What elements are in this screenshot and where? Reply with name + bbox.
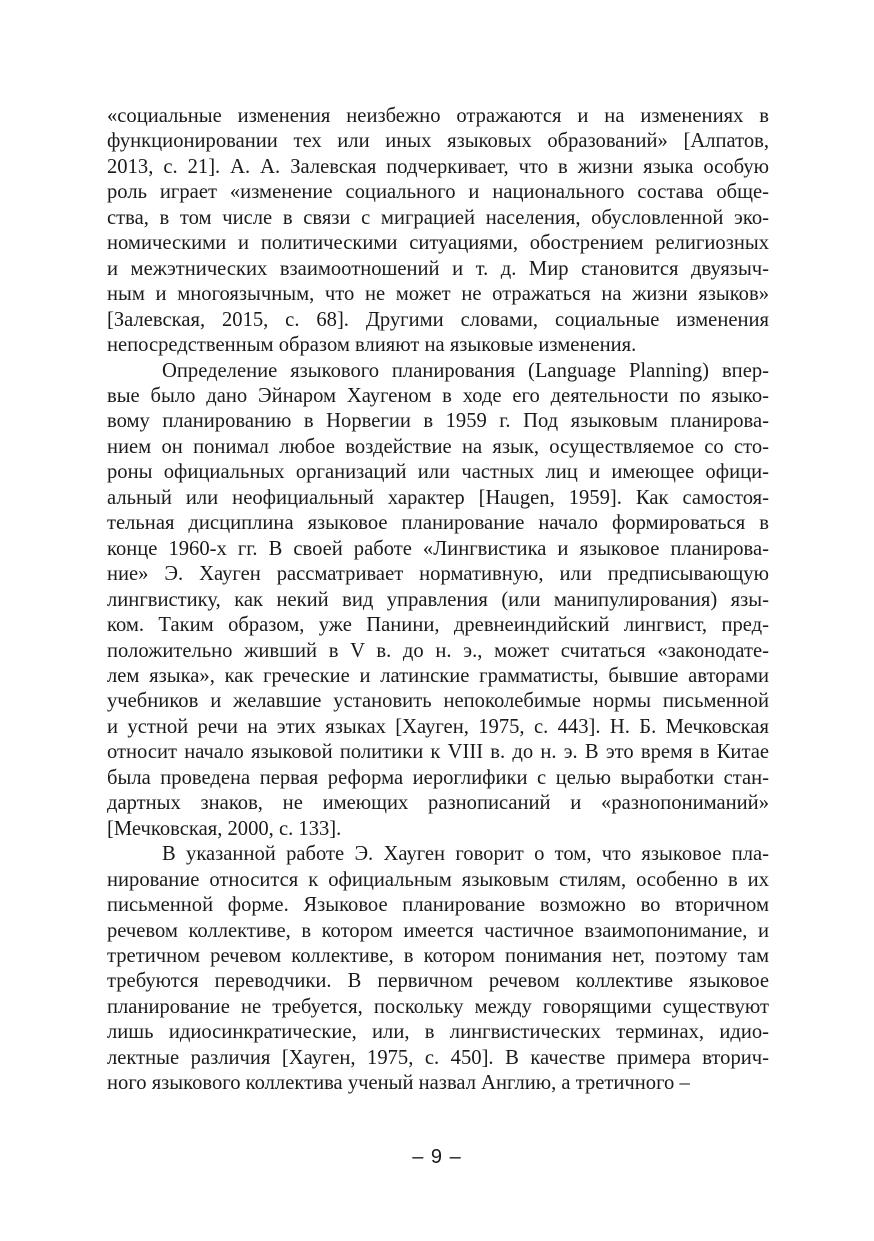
text-line: непосредственным образом влияют на языковые изменения. [107, 334, 637, 357]
text-line: дартных знаков, не имеющих разнописаний и «разнопониманий» [107, 792, 769, 815]
body-text [107, 104, 769, 1097]
text-line: «социальные изменения неизбежно отражаются и на изменениях в [107, 105, 769, 127]
paragraph [107, 359, 769, 843]
text-line: лишь идиосинкратические, или, в лингвистических терминах, идио- [107, 1021, 769, 1044]
text-line: 2013, с. 21]. А. А. Залевская подчеркивает, что в жизни языка особую [107, 155, 769, 178]
page-number: – 9 – [412, 1146, 462, 1168]
text-line: вые было дано Эйнаром Хаугеном в ходе его деятельности по языко- [107, 384, 769, 407]
text-line: тельная дисциплина языковое планирование начало формироваться в [107, 512, 769, 535]
text-line: ком. Таким образом, уже Панини, древнеиндийский лингвист, пред- [107, 614, 769, 637]
text-line: функционировании тех или иных языковых образований» [Алпатов, [107, 130, 769, 153]
paragraph [107, 842, 769, 1097]
text-line: альный или неофициальный характер [Haugen, 1959]. Как самостоя- [107, 486, 769, 509]
text-line: лектные различия [Хауген, 1975, с. 450]. В качестве примера вторич- [107, 1046, 769, 1069]
text-line: планирование не требуется, поскольку между говорящими существуют [107, 995, 769, 1018]
text-line: [Залевская, 2015, с. 68]. Другими словами, социальные изменения [107, 308, 769, 331]
text-line: вому планированию в Норвегии в 1959 г. Под языковым планирова- [107, 410, 769, 433]
text-line: и межэтнических взаимоотношений и т. д. Мир становится двуязыч- [107, 257, 769, 280]
text-line: лингвистику, как некий вид управления (или манипулирования) язы- [107, 588, 769, 611]
text-line: была проведена первая реформа иероглифики с целью выработки стан- [107, 766, 769, 789]
text-line: роль играет «изменение социального и национального состава обще- [107, 181, 769, 204]
text-line: конце 1960-х гг. В своей работе «Лингвистика и языковое планирова- [107, 537, 769, 560]
text-line: учебников и желавшие установить непоколебимые нормы письменной [107, 690, 769, 713]
text-line: [Мечковская, 2000, с. 133]. [107, 817, 342, 840]
text-line: речевом коллективе, в котором имеется частичное взаимопонимание, и [107, 919, 769, 942]
text-line: и устной речи на этих языках [Хауген, 1975, с. 443]. Н. Б. Мечковская [107, 715, 769, 738]
paragraph [107, 104, 769, 359]
text-line: лем языка», как греческие и латинские грамматисты, бывшие авторами [107, 664, 769, 687]
text-line: ние» Э. Хауген рассматривает нормативную, или предписывающую [107, 563, 769, 586]
text-line: роны официальных организаций или частных лиц и имеющее офици- [107, 461, 769, 484]
text-line: относит начало языковой политики к VIII в. до н. э. В это время в Китае [107, 741, 769, 764]
text-line: третичном речевом коллективе, в котором понимания нет, поэтому там [107, 944, 769, 967]
text-line: ным и многоязычным, что не может не отражаться на жизни языков» [107, 283, 769, 306]
text-line: положительно живший в V в. до н. э., может считаться «законодате- [107, 639, 769, 662]
text-line: нирование относится к официальным языковым стилям, особенно в их [107, 868, 769, 891]
text-line: письменной форме. Языковое планирование возможно во вторичном [107, 894, 769, 917]
text-line: В указанной работе Э. Хауген говорит о том, что языковое пла- [162, 843, 769, 866]
text-line: требуются переводчики. В первичном речевом коллективе языковое [107, 970, 769, 993]
text-line: номическими и политическими ситуациями, обострением религиозных [107, 232, 769, 255]
text-line: Определение языкового планирования (Language Planning) впер- [162, 359, 769, 382]
text-line: ного языкового коллектива ученый назвал Англию, а третичного – [107, 1072, 690, 1095]
text-line: нием он понимал любое воздействие на язык, осуществляемое со сто- [107, 435, 769, 458]
text-line: ства, в том числе в связи с миграцией населения, обусловленной эко- [107, 206, 769, 229]
